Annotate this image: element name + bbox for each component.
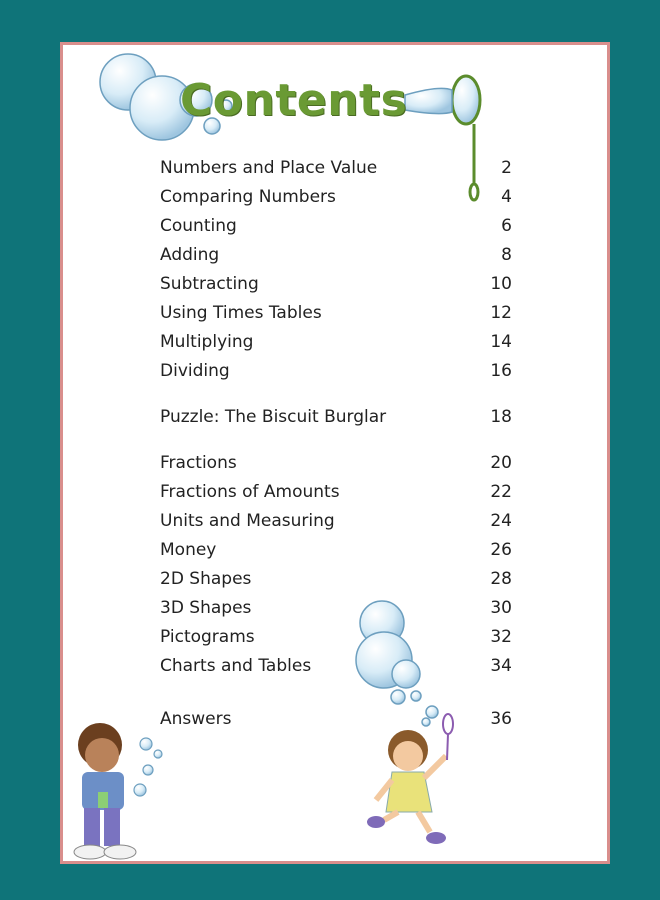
toc-entry[interactable] [160, 480, 512, 504]
page-title: Contents [180, 75, 408, 126]
toc-entry-page: 28 [490, 569, 512, 589]
toc-entry[interactable] [160, 538, 512, 562]
toc-entry[interactable] [160, 451, 512, 475]
toc-entry[interactable] [160, 509, 512, 533]
toc-entry-label: Counting [160, 216, 237, 236]
toc-entry-label: 3D Shapes [160, 598, 252, 618]
toc-entry[interactable] [160, 596, 512, 620]
toc-entry-label: Adding [160, 245, 220, 265]
toc-entry[interactable] [160, 330, 512, 354]
toc-entry[interactable] [160, 301, 512, 325]
toc-entry-label: Numbers and Place Value [160, 158, 378, 178]
toc-entry-label: Money [160, 540, 217, 560]
toc-entry-label: Fractions [160, 453, 237, 473]
toc-entry-page: 22 [490, 482, 512, 502]
toc-entry[interactable] [160, 567, 512, 591]
toc-entry-page: 14 [490, 332, 512, 352]
toc-entry-page: 12 [490, 303, 512, 323]
toc-entry-page: 34 [490, 656, 512, 676]
toc-entry-label: Units and Measuring [160, 511, 335, 531]
toc-entry-page: 26 [490, 540, 512, 560]
toc-entry-label: Multiplying [160, 332, 254, 352]
toc-entry-page: 24 [490, 511, 512, 531]
toc-entry-page: 32 [490, 627, 512, 647]
toc-entry-page: 18 [490, 407, 512, 427]
toc-entry[interactable] [160, 359, 512, 383]
toc-entry[interactable] [160, 654, 512, 678]
toc-entry-page: 36 [490, 709, 512, 729]
toc-entry-label: Answers [160, 709, 232, 729]
toc-entry[interactable] [160, 405, 512, 429]
toc-entry-page: 2 [501, 158, 512, 178]
toc-entry[interactable] [160, 185, 512, 209]
toc-entry-page: 20 [490, 453, 512, 473]
table-of-contents [160, 0, 512, 900]
toc-entry-label: Puzzle: The Biscuit Burglar [160, 407, 387, 427]
toc-entry-page: 30 [490, 598, 512, 618]
toc-entry[interactable] [160, 707, 512, 731]
toc-entry-page: 10 [490, 274, 512, 294]
toc-entry-page: 8 [501, 245, 512, 265]
toc-entry[interactable] [160, 156, 512, 180]
toc-entry-label: Pictograms [160, 627, 255, 647]
toc-entry[interactable] [160, 214, 512, 238]
toc-entry-label: Charts and Tables [160, 656, 312, 676]
toc-entry-label: Fractions of Amounts [160, 482, 340, 502]
toc-entry[interactable] [160, 243, 512, 267]
toc-entry-page: 16 [490, 361, 512, 381]
toc-entry[interactable] [160, 625, 512, 649]
toc-entry-label: Subtracting [160, 274, 259, 294]
toc-entry[interactable] [160, 272, 512, 296]
toc-entry-label: Using Times Tables [160, 303, 322, 323]
toc-entry-page: 6 [501, 216, 512, 236]
toc-entry-page: 4 [501, 187, 512, 207]
toc-entry-label: Comparing Numbers [160, 187, 336, 207]
toc-entry-label: Dividing [160, 361, 230, 381]
boy-blowing-bubbles-icon [74, 723, 162, 859]
toc-entry-label: 2D Shapes [160, 569, 252, 589]
